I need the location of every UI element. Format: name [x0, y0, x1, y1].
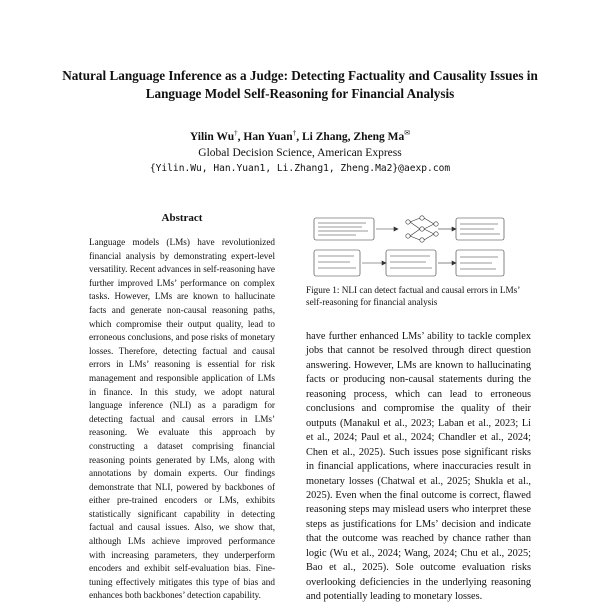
- body-text: have further enhanced LMs’ ability to tackle complex jobs that cannot be resolved through direct question answering. However, LMs are known to hallucinating facts or producing non-causal statements during the reasoning process, which can lead to erroneous conclusions and compromise the quality of their outputs (Manakul et al., 2023; Laban et al., 2023; Li et al., 2024; Paul et al., 2024; Chandler et al., 2024; Chen et al., 2025). Such issues pose significant risks in financial applications, where inaccuracies result in monetary losses (Chatwal et al., 2025; Shukla et al., 2025). Even when the final outcome is correct, flawed reasoning steps may mislead users who interpret these steps as justifications for LMs’ decision and indicate that the outcome was reached by chance rather than logic (Wu et al., 2024; Wang, 2024; Chu et al., 2025; Bao et al., 2025). Sole outcome evaluation risks overlooking deficiencies in the underlying reasoning and potentially leading to monetary losses.: [306, 331, 531, 603]
- figure-1: [306, 212, 512, 282]
- author-names: Yilin Wu†, Han Yuan†, Li Zhang, Zheng Ma✉: [189, 129, 411, 143]
- author-name: Zheng Ma: [353, 130, 405, 143]
- author-mark: ✉: [404, 129, 411, 137]
- paper-title: Natural Language Inference as a Judge: Detecting Factuality and Causality Issues in Language Model Self-Reasoning for Financial Analysis: [62, 68, 538, 101]
- abstract-heading: Abstract: [161, 212, 203, 224]
- figure-diagram: [306, 212, 512, 282]
- network-node: [406, 234, 410, 238]
- network-node: [420, 238, 424, 242]
- author-emails: {Yilin.Wu, Han.Yuan1, Li.Zhang1, Zheng.Ma2}@aexp.com: [149, 162, 451, 174]
- author-mark: †: [292, 129, 297, 137]
- figure-caption: Figure 1: NLI can detect factual and causal errors in LMs’ self-reasoning for financial analysis: [306, 285, 520, 307]
- nli-box: [386, 250, 436, 276]
- abstract-text: Language models (LMs) have revolutionized financial analysis by demonstrating expert-level versatility. Recent advances in self-reasoning have further improved LMs’ performance on complex tasks. However, LMs are known to hallucinate facts and generate non-causal reasoning paths, which compromise their output quality, lead to erroneous conclusions, and pose risks of monetary losses. Therefore, detecting factual and causal errors in LMs’ reasoning is essential for risk management and responsible application of LMs in finance. In this study, we adopt natural language inference (NLI) as a paradigm for detecting factual and causal errors in LMs’ reasoning. We evaluate this approach by constructing a dataset comprising financial reasoning points generated by LMs, along with annotations by domain experts. Our findings demonstrate that NLI, powered by backbones of either pre-trained encoders or LMs, exhibits statistically significant capability in detecting factual and causal issues. Also, we show that, although LMs achieve improved performance with increasing parameters, they underperform encoders and exhibit self-evaluation bias. Fine-tuning effectively mitigates this type of bias and enhances both backbones’ detection capability.: [89, 237, 275, 601]
- network-node: [434, 232, 438, 236]
- network-node: [434, 222, 438, 226]
- affiliation: Global Decision Science, American Express: [198, 146, 402, 159]
- network-node: [420, 227, 424, 231]
- network-node: [420, 216, 424, 220]
- author-mark: †: [234, 129, 238, 137]
- author-block: [0, 125, 600, 177]
- author-name: Li Zhang: [301, 130, 348, 143]
- author-name: Yilin Wu: [189, 130, 235, 143]
- reasoning-box: [314, 250, 360, 276]
- author-name: Han Yuan: [243, 130, 293, 143]
- input-box: [314, 218, 374, 240]
- network-node: [406, 220, 410, 224]
